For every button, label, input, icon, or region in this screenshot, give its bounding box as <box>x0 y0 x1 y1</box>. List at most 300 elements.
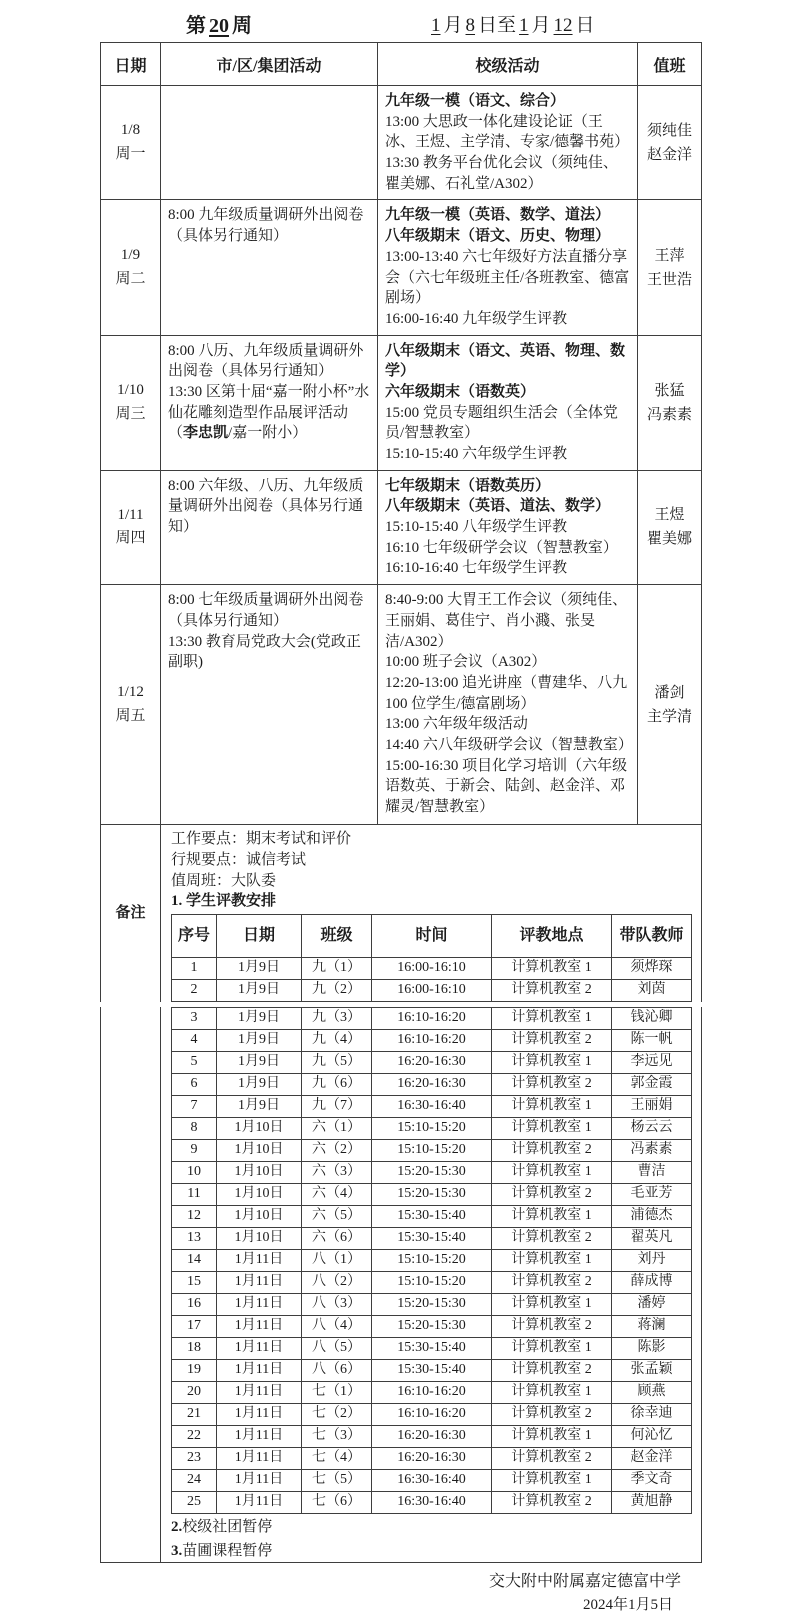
evaluation-rows-part2 <box>172 1007 692 1513</box>
text-run: 13:30 教育局党政大会(党政正副职) <box>168 633 361 671</box>
evaluation-cell: 黄旭静 <box>612 1491 692 1513</box>
text-run: 8:40-9:00 大胃王工作会议（须纯佳、王丽娟、葛佳宁、肖小濺、张旻洁/A302） <box>385 592 628 650</box>
evaluation-row <box>172 1359 692 1381</box>
evaluation-cell: 24 <box>172 1469 217 1491</box>
day-date: 1/12 <box>117 684 144 701</box>
evaluation-cell: 九（1） <box>302 957 372 979</box>
duty-cell <box>638 335 702 470</box>
evaluation-cell: 王丽娟 <box>612 1095 692 1117</box>
evaluation-cell: 1月9日 <box>217 1029 302 1051</box>
evaluation-cell: 蒋澜 <box>612 1315 692 1337</box>
date-range-part: 日至 <box>478 15 517 36</box>
duty-name: 张猛 <box>654 382 685 399</box>
evaluation-cell: 15:10-15:20 <box>372 1271 492 1293</box>
evaluation-cell: 刘茵 <box>612 979 692 1001</box>
evaluation-cell: 15:20-15:30 <box>372 1293 492 1315</box>
text-run: 14:40 六八年级研学会议（智慧教室） <box>385 736 633 753</box>
duty-cell <box>638 200 702 335</box>
date-range-part: 12 <box>553 15 573 36</box>
evaluation-cell: 计算机教室 2 <box>492 1029 612 1051</box>
evaluation-cell: 何沁忆 <box>612 1425 692 1447</box>
evaluation-cell: 七（6） <box>302 1491 372 1513</box>
evaluation-cell: 1月11日 <box>217 1469 302 1491</box>
evaluation-cell: 七（2） <box>302 1403 372 1425</box>
evaluation-schedule-title: 1. 学生评教安排 <box>171 893 277 910</box>
evaluation-cell: 郭金霞 <box>612 1073 692 1095</box>
evaluation-cell: 计算机教室 1 <box>492 1095 612 1117</box>
district-activities-cell <box>161 470 378 584</box>
evaluation-cell: 4 <box>172 1029 217 1051</box>
duty-name: 王煜 <box>654 507 685 524</box>
evaluation-cell: 13 <box>172 1227 217 1249</box>
school-activities-cell <box>378 470 638 584</box>
evaluation-cell: 1月11日 <box>217 1491 302 1513</box>
evaluation-cell: 毛亚芳 <box>612 1183 692 1205</box>
evaluation-table-part2 <box>171 1007 692 1514</box>
evaluation-cell: 16:10-16:20 <box>372 1029 492 1051</box>
evaluation-cell: 计算机教室 2 <box>492 1139 612 1161</box>
day-date-cell <box>101 335 161 470</box>
evaluation-header-cell: 班级 <box>302 914 372 957</box>
text-run: 12:20-13:00 追光讲座（曹建华、八九 100 位学生/德富剧场） <box>385 674 628 712</box>
evaluation-cell: 六（6） <box>302 1227 372 1249</box>
evaluation-cell: 计算机教室 2 <box>492 1491 612 1513</box>
evaluation-row <box>172 1139 692 1161</box>
evaluation-cell: 1月10日 <box>217 1117 302 1139</box>
day-weekday: 周四 <box>115 530 146 547</box>
activity-paragraph <box>385 444 630 465</box>
evaluation-cell: 15:20-15:30 <box>372 1161 492 1183</box>
evaluation-row <box>172 957 692 979</box>
evaluation-row <box>172 1381 692 1403</box>
evaluation-cell: 七（3） <box>302 1425 372 1447</box>
date-range <box>428 10 595 37</box>
duty-cell <box>638 86 702 200</box>
activity-paragraph <box>385 538 630 559</box>
evaluation-cell: 计算机教室 2 <box>492 979 612 1001</box>
text-run: 8:00 八历、九年级质量调研外出阅卷（具体另行通知） <box>168 342 364 380</box>
activity-paragraph <box>385 558 630 579</box>
evaluation-cell: 计算机教室 1 <box>492 1161 612 1183</box>
activity-paragraph <box>385 91 630 112</box>
text-run: 8:00 九年级质量调研外出阅卷（具体另行通知） <box>168 207 364 245</box>
column-header-school-activities: 校级活动 <box>378 43 638 86</box>
day-date: 1/9 <box>120 247 141 264</box>
text-run: 15:10-15:40 八年级学生评教 <box>385 519 568 536</box>
evaluation-cell: 浦德杰 <box>612 1205 692 1227</box>
activity-paragraph <box>385 652 630 673</box>
evaluation-cell: 计算机教室 1 <box>492 1381 612 1403</box>
evaluation-cell: 六（5） <box>302 1205 372 1227</box>
evaluation-cell: 计算机教室 2 <box>492 1073 612 1095</box>
text-run: /嘉一附小） <box>228 425 308 442</box>
evaluation-cell: 15:20-15:30 <box>372 1183 492 1205</box>
evaluation-cell: 23 <box>172 1447 217 1469</box>
evaluation-cell: 八（6） <box>302 1359 372 1381</box>
evaluation-cell: 冯素素 <box>612 1139 692 1161</box>
evaluation-cell: 16:30-16:40 <box>372 1095 492 1117</box>
text-run: 八年级期末（语文、英语、物理、数学） <box>385 342 626 380</box>
evaluation-cell: 16:20-16:30 <box>372 1073 492 1095</box>
date-range-part: 1 <box>519 15 529 36</box>
district-activities-cell <box>161 200 378 335</box>
evaluation-cell: 计算机教室 1 <box>492 1205 612 1227</box>
evaluation-cell: 11 <box>172 1183 217 1205</box>
text-run: 15:00 党员专题组织生活会（全体党员/智慧教室） <box>385 404 618 442</box>
remarks-label: 备注 <box>115 904 146 921</box>
evaluation-row <box>172 979 692 1001</box>
evaluation-cell: 七（4） <box>302 1447 372 1469</box>
evaluation-cell: 张孟颖 <box>612 1359 692 1381</box>
column-header-duty: 值班 <box>638 43 702 86</box>
evaluation-cell: 6 <box>172 1073 217 1095</box>
evaluation-cell: 16:20-16:30 <box>372 1447 492 1469</box>
evaluation-cell: 1月9日 <box>217 1073 302 1095</box>
text-run: 15:10-15:40 六年级学生评教 <box>385 446 568 462</box>
date-range-part: 1 <box>431 15 441 36</box>
schedule-days-body <box>101 86 702 825</box>
evaluation-cell: 计算机教室 2 <box>492 1403 612 1425</box>
evaluation-cell: 25 <box>172 1491 217 1513</box>
evaluation-cell: 18 <box>172 1337 217 1359</box>
evaluation-cell: 曹洁 <box>612 1161 692 1183</box>
evaluation-row <box>172 1029 692 1051</box>
column-header-date: 日期 <box>101 43 161 86</box>
evaluation-cell: 15:10-15:20 <box>372 1139 492 1161</box>
evaluation-cell: 1月10日 <box>217 1183 302 1205</box>
date-range-part: 8 <box>465 15 476 36</box>
evaluation-cell: 15:10-15:20 <box>372 1117 492 1139</box>
evaluation-row <box>172 1007 692 1029</box>
remarks-label-cell <box>101 825 161 1002</box>
week-title-prefix: 第 <box>186 15 206 37</box>
evaluation-row <box>172 1425 692 1447</box>
column-header-district-activities: 市/区/集团活动 <box>161 43 378 86</box>
evaluation-cell: 薛成博 <box>612 1271 692 1293</box>
remarks-row-part1 <box>101 825 702 1002</box>
evaluation-cell: 七（1） <box>302 1381 372 1403</box>
date-range-part: 月 <box>443 15 463 36</box>
document-header <box>0 0 795 42</box>
week-number: 20 <box>209 15 229 37</box>
evaluation-cell: 八（1） <box>302 1249 372 1271</box>
evaluation-cell: 钱沁卿 <box>612 1007 692 1029</box>
evaluation-cell: 计算机教室 1 <box>492 1469 612 1491</box>
activity-paragraph <box>385 153 630 194</box>
evaluation-cell: 1月11日 <box>217 1381 302 1403</box>
text-run: 13:30 区第十届“嘉一附小杯”水仙花雕刻造型作品展评活动（ <box>168 383 370 442</box>
school-activities-cell <box>378 585 638 825</box>
evaluation-row <box>172 1183 692 1205</box>
evaluation-row <box>172 1205 692 1227</box>
activity-paragraph <box>385 476 630 497</box>
evaluation-header-cell: 时间 <box>372 914 492 957</box>
evaluation-cell: 16:20-16:30 <box>372 1425 492 1447</box>
text-run: 九年级一模（语文、综合） <box>385 93 566 109</box>
evaluation-cell: 9 <box>172 1139 217 1161</box>
text-run: 七年级期末（语数英历） <box>385 477 551 494</box>
evaluation-row <box>172 1161 692 1183</box>
evaluation-cell: 1 <box>172 957 217 979</box>
evaluation-cell: 1月11日 <box>217 1315 302 1337</box>
evaluation-cell: 1月11日 <box>217 1271 302 1293</box>
note-work-focus: 工作要点：期末考试和评价 <box>171 831 352 848</box>
evaluation-cell: 七（5） <box>302 1469 372 1491</box>
evaluation-cell: 12 <box>172 1205 217 1227</box>
district-activities-cell <box>161 86 378 200</box>
text-run: 13:00 大思政一体化建设论证（王冰、王煜、主学清、专家/德馨书苑） <box>385 113 630 151</box>
evaluation-cell: 计算机教室 1 <box>492 1337 612 1359</box>
evaluation-header-row <box>172 914 692 957</box>
text-run: 八年级期末（语文、历史、物理） <box>385 228 611 245</box>
evaluation-cell: 六（4） <box>302 1183 372 1205</box>
evaluation-cell: 19 <box>172 1359 217 1381</box>
evaluation-cell: 九（5） <box>302 1051 372 1073</box>
evaluation-cell: 15:30-15:40 <box>372 1337 492 1359</box>
activity-paragraph <box>385 205 630 226</box>
evaluation-table-part1 <box>171 914 692 1002</box>
evaluation-row <box>172 1337 692 1359</box>
evaluation-cell: 八（5） <box>302 1337 372 1359</box>
day-date: 1/11 <box>117 507 144 524</box>
evaluation-cell: 16:00-16:10 <box>372 979 492 1001</box>
note-item-text: 校级社团暂停 <box>182 1518 273 1535</box>
evaluation-cell: 2 <box>172 979 217 1001</box>
day-weekday: 周二 <box>115 270 146 287</box>
evaluation-cell: 1月10日 <box>217 1227 302 1249</box>
school-name: 交大附中附属嘉定德富中学 <box>488 1573 681 1591</box>
evaluation-cell: 14 <box>172 1249 217 1271</box>
issue-date: 2024年1月5日 <box>582 1597 673 1614</box>
remarks-label-cell-empty <box>101 1007 161 1563</box>
day-weekday: 周一 <box>115 145 146 162</box>
evaluation-cell: 16:20-16:30 <box>372 1051 492 1073</box>
day-weekday: 周三 <box>115 405 146 422</box>
evaluation-cell: 计算机教室 2 <box>492 1447 612 1469</box>
evaluation-cell: 1月11日 <box>217 1425 302 1447</box>
evaluation-cell: 赵金洋 <box>612 1447 692 1469</box>
text-run: 八年级期末（英语、道法、数学） <box>385 498 611 515</box>
evaluation-row <box>172 1271 692 1293</box>
evaluation-cell: 须烨琛 <box>612 957 692 979</box>
evaluation-cell: 3 <box>172 1007 217 1029</box>
text-run: 8:00 六年级、八历、九年级质量调研外出阅卷（具体另行通知） <box>168 477 364 536</box>
evaluation-cell: 计算机教室 1 <box>492 1007 612 1029</box>
evaluation-cell: 15:30-15:40 <box>372 1359 492 1381</box>
document-footer <box>0 1570 795 1617</box>
text-run: 16:10 七年级研学会议（智慧教室） <box>385 539 618 556</box>
duty-name: 主学清 <box>646 708 692 725</box>
evaluation-row <box>172 1491 692 1513</box>
evaluation-cell: 1月9日 <box>217 979 302 1001</box>
evaluation-row <box>172 1469 692 1491</box>
text-run: 九年级一模（英语、数学、道法） <box>385 207 611 224</box>
evaluation-cell: 1月11日 <box>217 1249 302 1271</box>
evaluation-cell: 六（3） <box>302 1161 372 1183</box>
activity-paragraph <box>385 756 630 818</box>
evaluation-cell: 六（1） <box>302 1117 372 1139</box>
evaluation-table-header <box>172 914 692 957</box>
evaluation-cell: 计算机教室 1 <box>492 957 612 979</box>
text-run: 六年级期末（语数英） <box>385 383 536 400</box>
day-date: 1/8 <box>120 122 141 139</box>
weekly-schedule-table <box>100 42 702 1563</box>
evaluation-cell: 15:30-15:40 <box>372 1205 492 1227</box>
activity-paragraph <box>385 673 630 714</box>
evaluation-cell: 16:30-16:40 <box>372 1491 492 1513</box>
duty-name: 瞿美娜 <box>646 531 692 548</box>
evaluation-cell: 潘婷 <box>612 1293 692 1315</box>
evaluation-cell: 1月9日 <box>217 1051 302 1073</box>
schedule-day-row <box>101 200 702 335</box>
evaluation-cell: 1月11日 <box>217 1403 302 1425</box>
evaluation-cell: 20 <box>172 1381 217 1403</box>
activity-paragraph <box>385 714 630 735</box>
evaluation-row <box>172 1073 692 1095</box>
evaluation-cell: 15:10-15:20 <box>372 1249 492 1271</box>
text-run: 13:00 六年级年级活动 <box>385 716 528 733</box>
duty-name: 王萍 <box>654 247 685 264</box>
evaluation-cell: 1月9日 <box>217 1007 302 1029</box>
note-item-number: 2. <box>171 1518 183 1535</box>
week-title-suffix: 周 <box>232 15 252 37</box>
evaluation-cell: 5 <box>172 1051 217 1073</box>
activity-paragraph <box>385 382 630 403</box>
schedule-day-row <box>101 585 702 825</box>
activity-paragraph <box>168 590 370 631</box>
evaluation-cell: 16:10-16:20 <box>372 1403 492 1425</box>
evaluation-cell: 1月10日 <box>217 1161 302 1183</box>
text-run: 10:00 班子会议（A302） <box>385 654 547 671</box>
evaluation-row <box>172 1227 692 1249</box>
text-run: 16:10-16:40 七年级学生评教 <box>385 560 568 577</box>
evaluation-cell: 刘丹 <box>612 1249 692 1271</box>
evaluation-cell: 九（2） <box>302 979 372 1001</box>
day-date: 1/10 <box>117 382 144 399</box>
schedule-day-row <box>101 335 702 470</box>
district-activities-cell <box>161 585 378 825</box>
activity-paragraph <box>168 341 370 382</box>
evaluation-header-cell: 日期 <box>217 914 302 957</box>
note-item-text: 苗圃课程暂停 <box>182 1542 273 1559</box>
evaluation-cell: 计算机教室 2 <box>492 1227 612 1249</box>
evaluation-cell: 1月11日 <box>217 1447 302 1469</box>
activity-paragraph <box>385 517 630 538</box>
school-activities-cell <box>378 335 638 470</box>
evaluation-cell: 九（6） <box>302 1073 372 1095</box>
duty-name: 王世浩 <box>646 271 692 288</box>
evaluation-cell: 六（2） <box>302 1139 372 1161</box>
date-range-part: 日 <box>575 15 595 36</box>
schedule-table-header <box>101 43 702 86</box>
day-date-cell <box>101 200 161 335</box>
remarks-row-part2 <box>101 1007 702 1563</box>
day-date-cell <box>101 86 161 200</box>
note-conduct-focus: 行规要点：诚信考试 <box>171 851 307 868</box>
evaluation-header-cell: 评教地点 <box>492 914 612 957</box>
evaluation-row <box>172 1249 692 1271</box>
duty-cell <box>638 470 702 584</box>
evaluation-rows-part1 <box>172 957 692 1001</box>
evaluation-cell: 计算机教室 1 <box>492 1425 612 1447</box>
evaluation-cell: 15:30-15:40 <box>372 1227 492 1249</box>
week-title <box>186 9 252 38</box>
evaluation-cell: 陈影 <box>612 1337 692 1359</box>
text-run: 李忠凯 <box>183 425 229 442</box>
evaluation-cell: 1月10日 <box>217 1139 302 1161</box>
activity-paragraph <box>385 226 630 247</box>
evaluation-cell: 1月9日 <box>217 957 302 979</box>
evaluation-cell: 计算机教室 2 <box>492 1183 612 1205</box>
evaluation-cell: 16:10-16:20 <box>372 1381 492 1403</box>
evaluation-cell: 八（3） <box>302 1293 372 1315</box>
activity-paragraph <box>168 476 370 538</box>
schedule-day-row <box>101 470 702 584</box>
evaluation-row <box>172 1095 692 1117</box>
evaluation-cell: 陈一帆 <box>612 1029 692 1051</box>
evaluation-cell: 杨云云 <box>612 1117 692 1139</box>
evaluation-cell: 10 <box>172 1161 217 1183</box>
evaluation-cell: 8 <box>172 1117 217 1139</box>
evaluation-cell: 顾燕 <box>612 1381 692 1403</box>
evaluation-cell: 1月9日 <box>217 1095 302 1117</box>
evaluation-cell: 21 <box>172 1403 217 1425</box>
evaluation-cell: 季文奇 <box>612 1469 692 1491</box>
duty-cell <box>638 585 702 825</box>
evaluation-cell: 九（3） <box>302 1007 372 1029</box>
evaluation-cell: 16:30-16:40 <box>372 1469 492 1491</box>
remarks-content-part2 <box>161 1007 702 1563</box>
evaluation-cell: 15 <box>172 1271 217 1293</box>
duty-name: 冯素素 <box>646 406 692 423</box>
evaluation-row <box>172 1293 692 1315</box>
evaluation-cell: 1月11日 <box>217 1337 302 1359</box>
evaluation-cell: 八（2） <box>302 1271 372 1293</box>
evaluation-header-cell: 序号 <box>172 914 217 957</box>
evaluation-row <box>172 1051 692 1073</box>
text-run: 16:00-16:40 九年级学生评教 <box>385 310 568 327</box>
evaluation-cell: 1月10日 <box>217 1205 302 1227</box>
district-activities-cell <box>161 335 378 470</box>
text-run: 13:30 教务平台优化会议（须纯佳、瞿美娜、石礼堂/A302） <box>385 155 618 192</box>
evaluation-cell: 八（4） <box>302 1315 372 1337</box>
day-weekday: 周五 <box>115 707 146 724</box>
evaluation-cell: 16:00-16:10 <box>372 957 492 979</box>
activity-paragraph <box>385 496 630 517</box>
activity-paragraph <box>385 112 630 153</box>
note-duty-class: 值周班：大队委 <box>171 872 277 889</box>
note-item-number: 3. <box>171 1542 183 1559</box>
evaluation-cell: 1月11日 <box>217 1359 302 1381</box>
evaluation-row <box>172 1403 692 1425</box>
date-range-part: 月 <box>531 15 551 36</box>
activity-paragraph <box>385 403 630 444</box>
evaluation-cell: 计算机教室 1 <box>492 1249 612 1271</box>
evaluation-header-cell: 带队教师 <box>612 914 692 957</box>
header-row <box>101 43 702 86</box>
text-run: 8:00 七年级质量调研外出阅卷（具体另行通知） <box>168 592 364 629</box>
evaluation-cell: 16:10-16:20 <box>372 1007 492 1029</box>
evaluation-cell: 九（7） <box>302 1095 372 1117</box>
evaluation-cell: 1月11日 <box>217 1293 302 1315</box>
duty-name: 赵金洋 <box>646 146 692 163</box>
note-seedling-suspended <box>171 1541 696 1562</box>
remarks-section <box>101 825 702 1563</box>
evaluation-cell: 徐幸迪 <box>612 1403 692 1425</box>
evaluation-row <box>172 1117 692 1139</box>
evaluation-cell: 翟英凡 <box>612 1227 692 1249</box>
evaluation-cell: 计算机教室 1 <box>492 1051 612 1073</box>
